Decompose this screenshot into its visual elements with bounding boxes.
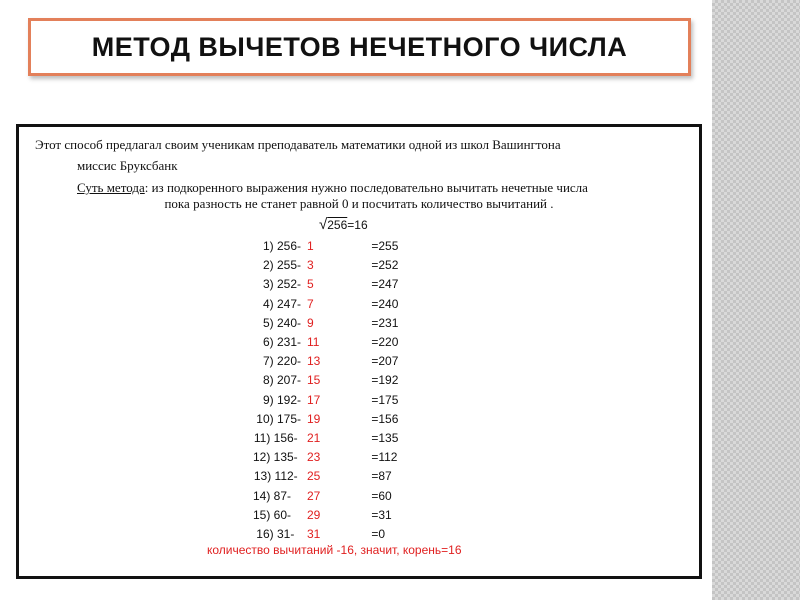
radicand: 256 — [327, 218, 348, 232]
step-result: =220 — [368, 335, 399, 349]
slide-title: МЕТОД ВЫЧЕТОВ НЕЧЕТНОГО ЧИСЛА — [91, 31, 628, 62]
step-row — [19, 275, 699, 293]
step-result: =255 — [368, 239, 399, 253]
square-root-expression — [319, 216, 368, 233]
step-row — [19, 391, 699, 409]
step-minuend: 6) 231- — [262, 335, 301, 349]
step-row — [19, 295, 699, 313]
decorative-side-pattern — [712, 0, 800, 600]
step-subtrahend: 27 — [307, 488, 321, 503]
step-row — [19, 410, 699, 428]
step-minuend: 3) 252- — [262, 277, 301, 292]
step-subtrahend: 15 — [307, 373, 321, 388]
step-subtrahend: 13 — [307, 354, 321, 369]
step-minuend: 11) 156- — [253, 431, 301, 445]
step-minuend: 4) 247- — [262, 296, 301, 311]
step-result: =192 — [368, 373, 399, 388]
conclusion-text: количество вычитаний -16, значит, корень=16 — [207, 543, 462, 557]
step-subtrahend: 9 — [307, 315, 314, 330]
step-subtrahend: 17 — [307, 392, 321, 407]
step-minuend: 12) 135- — [252, 450, 301, 465]
essence-text: : из подкоренного выражения нужно последовательно вычитать нечетные числа — [144, 180, 588, 195]
step-minuend: 10) 175- — [256, 411, 301, 426]
step-result: =31 — [368, 507, 392, 522]
step-subtrahend: 23 — [307, 450, 321, 465]
step-result: =247 — [368, 277, 399, 292]
step-subtrahend: 29 — [307, 507, 321, 522]
step-row — [19, 525, 699, 543]
step-minuend: 13) 112- — [253, 469, 301, 484]
step-result: =231 — [368, 315, 399, 330]
essence-line-2: пока разность не станет равной 0 и посчитать количество вычитаний . — [164, 196, 554, 211]
step-result: =0 — [368, 527, 386, 541]
step-row — [19, 314, 699, 332]
step-subtrahend: 21 — [307, 431, 321, 445]
step-subtrahend: 1 — [307, 239, 314, 253]
step-result: =156 — [368, 411, 399, 426]
step-subtrahend: 5 — [307, 277, 314, 292]
step-row — [19, 506, 699, 524]
step-subtrahend: 19 — [307, 411, 321, 426]
step-result: =112 — [368, 450, 398, 465]
content-box — [16, 124, 702, 579]
root-result: =16 — [347, 218, 368, 232]
step-row — [19, 448, 699, 466]
step-result: =135 — [368, 431, 399, 445]
step-result: =240 — [368, 296, 399, 311]
step-minuend: 9) 192- — [262, 392, 301, 407]
step-row — [19, 333, 699, 351]
radical-icon: √ — [319, 216, 328, 233]
step-row — [19, 352, 699, 370]
step-minuend: 2) 255- — [262, 258, 301, 273]
step-result: =87 — [368, 469, 392, 484]
intro-line-1: Этот способ предлагал своим ученикам преподаватель математики одной из школ Вашингтона — [35, 137, 561, 152]
step-result: =207 — [368, 354, 399, 369]
step-result: =252 — [368, 258, 399, 273]
step-row — [19, 371, 699, 389]
step-result: =60 — [368, 488, 392, 503]
step-minuend: 1) 256- — [262, 239, 301, 253]
step-minuend: 14) 87- — [252, 488, 301, 503]
step-minuend: 8) 207- — [262, 373, 301, 388]
slide-title-box — [28, 18, 691, 76]
step-minuend: 16) 31- — [256, 527, 301, 541]
step-subtrahend: 7 — [307, 296, 314, 311]
step-subtrahend: 25 — [307, 469, 321, 484]
step-row — [19, 487, 699, 505]
step-result: =175 — [368, 392, 399, 407]
step-subtrahend: 3 — [307, 258, 314, 273]
step-subtrahend: 31 — [307, 527, 321, 541]
step-row — [19, 256, 699, 274]
step-minuend: 15) 60- — [252, 507, 301, 522]
intro-line-2: миссис Бруксбанк — [77, 158, 178, 173]
essence-label: Суть метода — [77, 180, 145, 195]
step-minuend: 7) 220- — [262, 354, 301, 369]
step-row — [19, 467, 699, 485]
step-subtrahend: 11 — [307, 335, 320, 349]
step-row — [19, 237, 699, 255]
step-row — [19, 429, 699, 447]
step-minuend: 5) 240- — [262, 315, 301, 330]
essence-line — [77, 180, 588, 196]
